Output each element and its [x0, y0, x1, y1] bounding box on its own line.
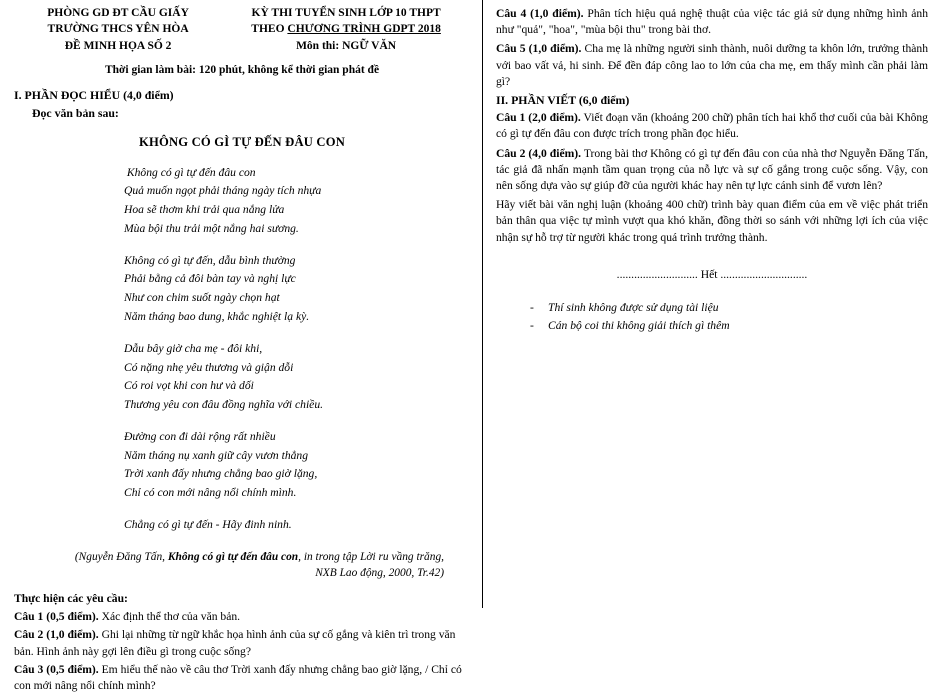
paper-subject-row	[14, 39, 470, 55]
note-item	[530, 317, 928, 336]
question-text: Phân tích hiệu quả nghệ thuật của việc tác giả sử dụng những hình ảnh như "quả", "hoa", "mùa bội thu" trong bài thơ.	[496, 7, 928, 37]
poem-line: Mùa bội thu trải một nắng hai sương.	[124, 221, 299, 235]
poem-title: KHÔNG CÓ GÌ TỰ ĐẾN ĐÂU CON	[138, 134, 345, 149]
document-header	[14, 6, 470, 37]
poem-line: Như con chim suốt ngày chọn hạt	[124, 291, 280, 305]
exam-line-2	[222, 22, 470, 38]
poem-line: Trời xanh đấy nhưng chẳng bao giờ lặng,	[124, 467, 318, 481]
poem-body	[124, 164, 470, 535]
subject-line	[222, 39, 470, 55]
question-label: Câu 5 (1,0 điểm).	[496, 42, 582, 56]
bullet-dash: -	[530, 319, 534, 333]
poem-stanza	[124, 164, 470, 239]
reading-question-2	[14, 627, 470, 659]
tasks-heading: Thực hiện các yêu cầu:	[14, 591, 128, 605]
exam-block	[222, 6, 470, 37]
poem-source-line-1	[14, 549, 444, 566]
reading-tasks	[14, 591, 470, 694]
poem-line: Thương yêu con đâu đồng nghĩa với chiều.	[124, 398, 324, 412]
poem-line: Dẫu bây giờ cha mẹ - đôi khi,	[124, 341, 263, 355]
source-prefix: (Nguyễn Đăng Tấn,	[74, 550, 168, 563]
question-label: Câu 4 (1,0 điểm).	[496, 7, 584, 20]
reading-question-5	[496, 41, 928, 90]
writing-section-title: II. PHẦN VIẾT (6,0 điểm)	[496, 93, 630, 108]
poem-stanza	[124, 428, 470, 503]
department-line-2: TRƯỜNG THCS YÊN HÒA	[47, 22, 189, 35]
end-marker: ............................ Hết ..............................	[616, 267, 808, 281]
poem-line: Quả muốn ngọt phải tháng ngày tích nhựa	[124, 184, 322, 198]
source-poem-title: Không có gì tự đến đâu con	[167, 550, 299, 563]
note-text: Cán bộ coi thi không giải thích gì thêm	[548, 319, 730, 333]
poem-line: Có nặng nhẹ yêu thương và giận dỗi	[124, 360, 294, 374]
poem-line: Phải bằng cả đôi bàn tay và nghị lực	[124, 272, 296, 286]
poem-line: Chỉ có con mới nâng nổi chính mình.	[124, 486, 297, 500]
note-text: Thí sinh không được sử dụng tài liệu	[548, 300, 719, 314]
question-label: Câu 1 (0,5 điểm).	[14, 610, 99, 624]
question-label: Câu 3 (0,5 điểm).	[14, 662, 99, 676]
poem-source	[14, 549, 470, 582]
poem-line: Không có gì tự đến đâu con	[124, 165, 256, 179]
question-text: Trong bài thơ Không có gì tự đến đâu con của nhà thơ Nguyễn Đăng Tấn, tác giả đã nhấn mạnh tầm quan trọng của nỗ lực và sự cố gắng trong cuộc sống. Vậy, con nên sống dựa vào sự giúp đỡ của người khác hay nên tự lực cánh sinh để vươn lên?	[496, 146, 928, 192]
exam-line-1: KỲ THI TUYỂN SINH LỚP 10 THPT	[251, 7, 441, 19]
poem-line: Có roi vọt khi con hư và dối	[124, 379, 254, 393]
reading-section-title: I. PHẦN ĐỌC HIỂU (4,0 điểm)	[14, 87, 174, 102]
poem-line: Năm tháng bao dung, khắc nghiệt lạ kỳ.	[124, 310, 310, 324]
poem-source-line-2: NXB Lao động, 2000, Tr.42)	[315, 567, 444, 580]
exam-line-2-program: CHƯƠNG TRÌNH GDPT 2018	[287, 22, 441, 35]
essay-prompt: Hãy viết bài văn nghị luận (khoảng 400 chữ) trình bày quan điểm của em về việc phát triển bản thân qua việc tự mình vượt qua khó khăn, đồng thời so sánh với những lợi ích của việc nhận sự hỗ trợ từ người khác trong quá trình trưởng thành.	[496, 198, 928, 244]
poem-line: Hoa sẽ thơm khi trải qua nắng lửa	[124, 203, 285, 217]
writing-question-1	[496, 110, 928, 142]
school-block	[14, 6, 222, 37]
reading-question-3	[14, 662, 470, 694]
poem-line: Chẳng có gì tự đến - Hãy đinh ninh.	[124, 518, 292, 532]
question-text: Em hiểu thế nào về câu thơ Trời xanh đấy nhưng chẳng bao giờ lặng, / Chỉ có con mới nâng nổi chính mình?	[14, 662, 462, 692]
note-item	[530, 299, 928, 318]
poem-stanza	[124, 252, 470, 327]
source-mid: , in trong tập	[298, 550, 361, 563]
question-text: Xác định thể thơ của văn bản.	[98, 610, 241, 624]
poem-stanza	[124, 340, 470, 415]
poem-line: Năm tháng nụ xanh giữ cây vươn thẳng	[124, 448, 309, 462]
reading-question-4	[496, 6, 928, 38]
source-book-title: Lời ru vầng trăng,	[360, 550, 444, 563]
exam-line-2-prefix: THEO	[251, 22, 288, 35]
poem-stanza	[124, 516, 470, 535]
question-label: Câu 2 (4,0 điểm).	[496, 146, 582, 160]
subject-prefix: Môn thi:	[296, 40, 343, 53]
question-text: Ghi lại những từ ngữ khắc họa hình ảnh của sự cố gắng và kiên trì trong văn bản. Hình ảnh này gợi lên điều gì trong cuộc sống?	[14, 628, 456, 658]
exam-notes	[530, 299, 928, 336]
bullet-dash: -	[530, 300, 534, 314]
department-line-1: PHÒNG GD ĐT CẦU GIẤY	[47, 7, 189, 19]
reading-question-1	[14, 609, 470, 625]
question-label: Câu 1 (2,0 điểm).	[496, 111, 581, 125]
paper-label: ĐỀ MINH HỌA SỐ 2	[64, 40, 172, 53]
writing-question-2	[496, 146, 928, 195]
right-column	[482, 0, 942, 608]
question-text: Cha mẹ là những người sinh thành, nuôi dưỡng ta khôn lớn, trưởng thành với bao vất vả, hi sinh. Để đền đáp công lao to lớn của cha mẹ, em thấy mình cần phải làm gì?	[496, 42, 928, 88]
question-label: Câu 2 (1,0 điểm).	[14, 628, 99, 642]
reading-instruction: Đọc văn bản sau:	[32, 105, 119, 120]
question-text: Viết đoạn văn (khoảng 200 chữ) phân tích hai khổ thơ cuối của bài Không có gì tự đến đâu con được trích trong phần đọc hiểu.	[496, 111, 928, 141]
subject-name: NGỮ VĂN	[342, 40, 397, 53]
poem-line: Đường con đi dài rộng rất nhiều	[124, 429, 276, 443]
poem-line: Không có gì tự đến, dẫu bình thường	[124, 253, 296, 267]
time-note: Thời gian làm bài: 120 phút, không kể thời gian phát đề	[104, 63, 380, 76]
